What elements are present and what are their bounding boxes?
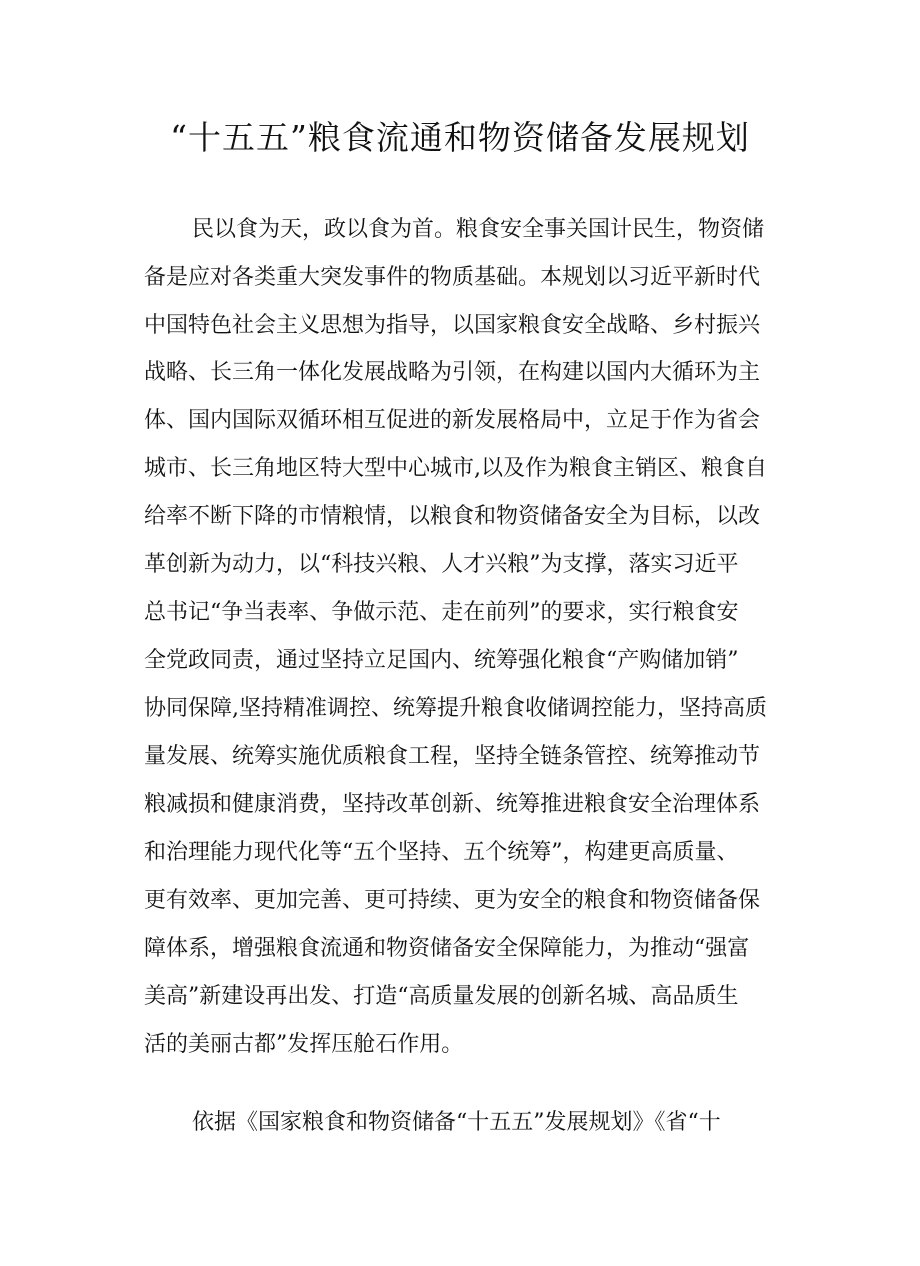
paragraph-line: 中国特色社会主义思想为指导，以国家粮食安全战略、乡村振兴 [144, 313, 761, 338]
paragraph-line: 城市、长三角地区特大型中心城市,以及作为粮食主销区、粮食自 [144, 456, 767, 481]
paragraph-line: 总书记“争当表率、争做示范、走在前列”的要求，实行粮食安 [144, 600, 739, 625]
paragraph-line: 革创新为动力，以“科技兴粮、人才兴粮”为支撑，落实习近平 [144, 552, 739, 577]
paragraph-line: 战略、长三角一体化发展战略为引领，在构建以国内大循环为主 [144, 360, 761, 385]
paragraph-line: 和治理能力现代化等“五个坚持、五个统筹”，构建更高质量、 [144, 840, 739, 865]
paragraph-line: 依据《国家粮食和物资储备“十五五”发展规划》《省“十 [192, 1110, 721, 1135]
paragraph-line: 美高”新建设再出发、打造“高质量发展的创新名城、高品质生 [144, 984, 739, 1009]
paragraph-line: 备是应对各类重大突发事件的物质基础。本规划以习近平新时代 [144, 265, 761, 290]
paragraph-line: 体、国内国际双循环相互促进的新发展格局中，立足于作为省会 [144, 408, 761, 433]
paragraph-line: 障体系，增强粮食流通和物资储备安全保障能力，为推动“强富 [144, 936, 750, 961]
paragraph-line: 给率不断下降的市情粮情，以粮食和物资储备安全为目标，以改 [144, 504, 761, 529]
paragraph-line: 协同保障,坚持精准调控、统筹提升粮食收储调控能力，坚持高质 [144, 696, 767, 721]
paragraph-line: 民以食为天，政以食为首。粮食安全事关国计民生，物资储 [192, 217, 765, 242]
document-title: “十五五”粮食流通和物资储备发展规划 [170, 118, 750, 157]
paragraph-line: 全党政同责，通过坚持立足国内、统筹强化粮食“产购储加销” [144, 648, 739, 673]
paragraph-line: 量发展、统筹实施优质粮食工程，坚持全链条管控、统筹推动节 [144, 744, 761, 769]
paragraph-line: 粮减损和健康消费，坚持改革创新、统筹推进粮食安全治理体系 [144, 792, 761, 817]
paragraph-line: 更有效率、更加完善、更可持续、更为安全的粮食和物资储备保 [144, 888, 761, 913]
paragraph-line: 活的美丽古都”发挥压舱石作用。 [144, 1032, 464, 1057]
